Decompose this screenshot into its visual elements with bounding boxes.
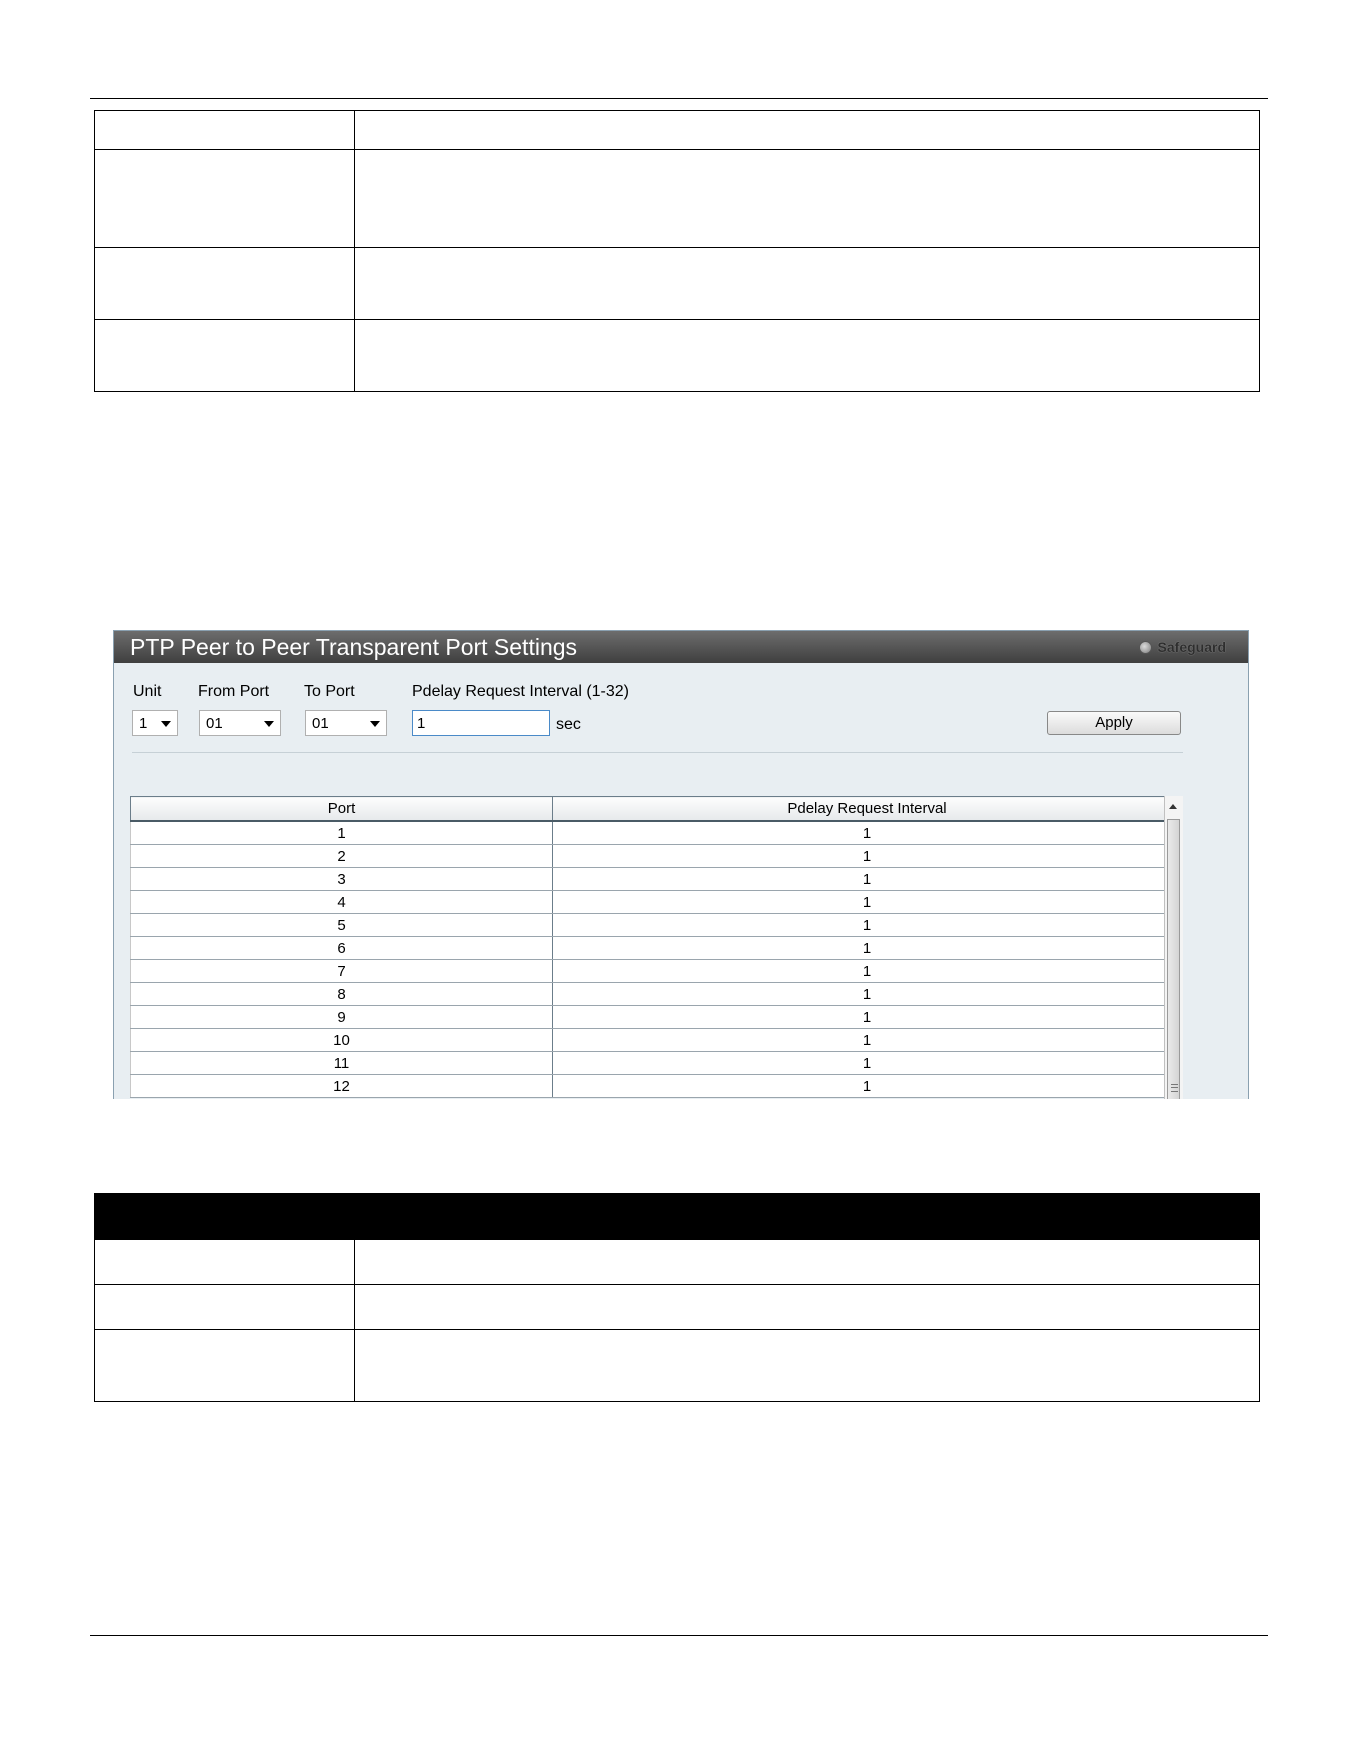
interval-cell: 1 — [553, 1052, 1182, 1075]
table-row — [95, 150, 1260, 248]
table-row — [95, 1240, 1260, 1285]
from-port-select[interactable] — [199, 710, 281, 736]
apply-button[interactable]: Apply — [1047, 711, 1181, 735]
table-row — [131, 1029, 1182, 1052]
interval-cell: 1 — [553, 960, 1182, 983]
table-row — [131, 960, 1182, 983]
port-cell: 6 — [131, 937, 553, 960]
table-header-row — [95, 1194, 1260, 1240]
table-row — [131, 845, 1182, 868]
unit-select[interactable] — [132, 710, 178, 736]
interval-cell: 1 — [553, 821, 1182, 845]
table-row — [131, 1006, 1182, 1029]
interval-cell: 1 — [553, 983, 1182, 1006]
port-cell: 4 — [131, 891, 553, 914]
form-separator — [132, 752, 1183, 753]
scroll-up-icon[interactable] — [1169, 804, 1177, 809]
interval-cell: 1 — [553, 914, 1182, 937]
table-row — [131, 891, 1182, 914]
table-row — [131, 821, 1182, 845]
table-row — [131, 1052, 1182, 1075]
to-port-select-value: 01 — [312, 715, 329, 732]
chevron-down-icon — [161, 721, 171, 727]
port-cell: 10 — [131, 1029, 553, 1052]
unit-label: Unit — [133, 683, 162, 700]
port-cell: 9 — [131, 1006, 553, 1029]
from-port-select-value: 01 — [206, 715, 223, 732]
table-scrollbar[interactable] — [1164, 796, 1183, 1099]
column-header-pdelay: Pdelay Request Interval — [553, 797, 1182, 822]
table-header-row — [131, 797, 1182, 822]
table-row — [131, 1075, 1182, 1098]
grip-icon — [1171, 1084, 1178, 1092]
table-row — [95, 1285, 1260, 1330]
upper-description-table — [94, 110, 1260, 392]
page-title: PTP Peer to Peer Transparent Port Settings — [130, 634, 578, 660]
port-cell: 8 — [131, 983, 553, 1006]
interval-cell: 1 — [553, 1006, 1182, 1029]
port-cell: 11 — [131, 1052, 553, 1075]
port-cell: 3 — [131, 868, 553, 891]
from-port-label: From Port — [198, 683, 270, 700]
scrollbar-thumb[interactable] — [1167, 819, 1180, 1099]
chevron-down-icon — [264, 721, 274, 727]
table-row — [95, 320, 1260, 392]
footer-rule — [90, 1635, 1268, 1636]
safeguard-indicator[interactable] — [1139, 639, 1226, 655]
pdelay-unit-label: sec — [556, 716, 581, 733]
port-cell: 7 — [131, 960, 553, 983]
interval-cell: 1 — [553, 1029, 1182, 1052]
unit-select-value: 1 — [139, 715, 148, 732]
interval-cell: 1 — [553, 1075, 1182, 1098]
pdelay-interval-input[interactable] — [412, 710, 550, 736]
to-port-select[interactable] — [305, 710, 387, 736]
interval-cell: 1 — [553, 891, 1182, 914]
table-row — [95, 1330, 1260, 1402]
ptp-settings-panel — [113, 630, 1249, 1099]
to-port-label: To Port — [304, 683, 355, 700]
lower-description-table — [94, 1193, 1260, 1402]
table-row — [95, 248, 1260, 320]
table-row — [131, 868, 1182, 891]
port-cell: 5 — [131, 914, 553, 937]
table-row — [131, 937, 1182, 960]
interval-cell: 1 — [553, 937, 1182, 960]
safeguard-status-icon — [1139, 641, 1152, 654]
interval-cell: 1 — [553, 845, 1182, 868]
chevron-down-icon — [370, 721, 380, 727]
port-cell: 1 — [131, 821, 553, 845]
pdelay-label: Pdelay Request Interval (1-32) — [412, 683, 629, 700]
table-row — [95, 111, 1260, 150]
safeguard-label: Safeguard — [1157, 639, 1226, 655]
port-table — [130, 796, 1182, 1098]
column-header-port: Port — [131, 797, 553, 822]
header-rule — [90, 98, 1268, 99]
interval-cell: 1 — [553, 868, 1182, 891]
panel-title-bar — [114, 631, 1248, 663]
table-row — [131, 983, 1182, 1006]
port-cell: 2 — [131, 845, 553, 868]
port-cell: 12 — [131, 1075, 553, 1098]
table-row — [131, 914, 1182, 937]
